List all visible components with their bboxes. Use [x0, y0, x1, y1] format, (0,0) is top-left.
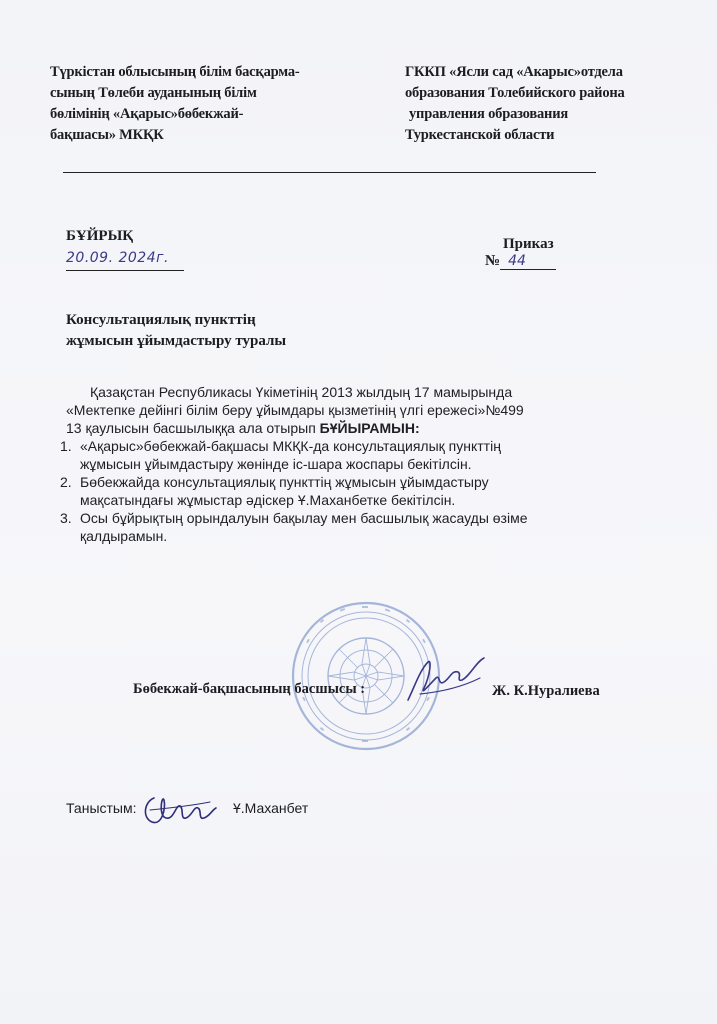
order-subject: [66, 310, 286, 352]
order-item: [60, 437, 626, 473]
header-right-line: Туркестанской области: [405, 127, 555, 143]
order-item-number: 3.: [60, 510, 72, 526]
order-body: [60, 383, 626, 545]
acknowledged-label: Таныстым:: [66, 800, 137, 816]
signature-name: Ж. К.Нуралиева: [492, 683, 600, 699]
header-right-line: ГККП «Ясли сад «Акарыс»отдела: [405, 64, 623, 80]
order-date: 20.09. 2024г.: [66, 250, 184, 271]
order-title-kz: БҰЙРЫҚ: [66, 228, 134, 244]
order-title-ru: Приказ: [503, 236, 554, 252]
order-item-line: Бөбекжайда консультациялық пункттің жұмысын ұйымдастыру: [80, 474, 489, 490]
header-right-org: [405, 62, 695, 146]
order-items-list: [60, 437, 626, 545]
header-left-org: [50, 62, 350, 146]
order-item-line: мақсатындағы жұмыстар әдіскер Ұ.Маханбетке бекітілсін.: [80, 492, 456, 508]
signature-title: Бөбекжай-бақшасының басшысы :: [133, 681, 366, 697]
order-number-prefix: №: [485, 253, 501, 269]
header-left-line: бөлімінің «Ақарыс»бөбекжай-: [50, 106, 244, 122]
order-item-number: 1.: [60, 438, 72, 454]
order-number: [485, 253, 556, 270]
order-item-number: 2.: [60, 474, 72, 490]
header-left-line: бақшасы» МКҚК: [50, 127, 164, 143]
header-left-line: Түркістан облысының білім басқарма-: [50, 64, 300, 80]
preamble-line: 13 қаулысын басшылыққа ала отырып: [66, 420, 320, 436]
preamble-line-with-decree: [66, 419, 626, 437]
header-left-line: сының Төлеби ауданының білім: [50, 85, 257, 101]
subject-line: жұмысын ұйымдастыру туралы: [66, 333, 287, 349]
header-divider: [63, 172, 596, 173]
director-signature-icon: [400, 648, 490, 710]
acknowledged-signature-icon: [140, 788, 218, 832]
preamble-line: «Мектепке дейінгі білім беру ұйымдары қызметінің үлгі ережесі»№499: [66, 402, 524, 418]
preamble-line: Қазақстан Республикасы Үкіметінің 2013 жылдың 17 мамырында: [90, 384, 513, 400]
order-item-line: «Ақарыс»бөбекжай-бақшасы МКҚК-да консультациялық пункттің: [80, 438, 501, 454]
order-number-value: 44: [500, 253, 556, 270]
header-right-line: управления образования: [409, 106, 568, 122]
order-item: [60, 473, 626, 509]
subject-line: Консультациялық пункттің: [66, 312, 256, 328]
order-item-line: қалдырамын.: [80, 528, 168, 544]
order-item: [60, 509, 626, 545]
decree-word: БҰЙЫРАМЫН:: [319, 420, 420, 436]
acknowledged-name: Ұ.Маханбет: [233, 800, 309, 816]
order-item-line: жұмысын ұйымдастыру жөнінде іс-шара жоспары бекітілсін.: [80, 456, 472, 472]
header-right-line: образования Толебийского района: [405, 85, 625, 101]
order-item-line: Осы бұйрықтың орындалуын бақылау мен басшылық жасауды өзіме: [80, 510, 528, 526]
